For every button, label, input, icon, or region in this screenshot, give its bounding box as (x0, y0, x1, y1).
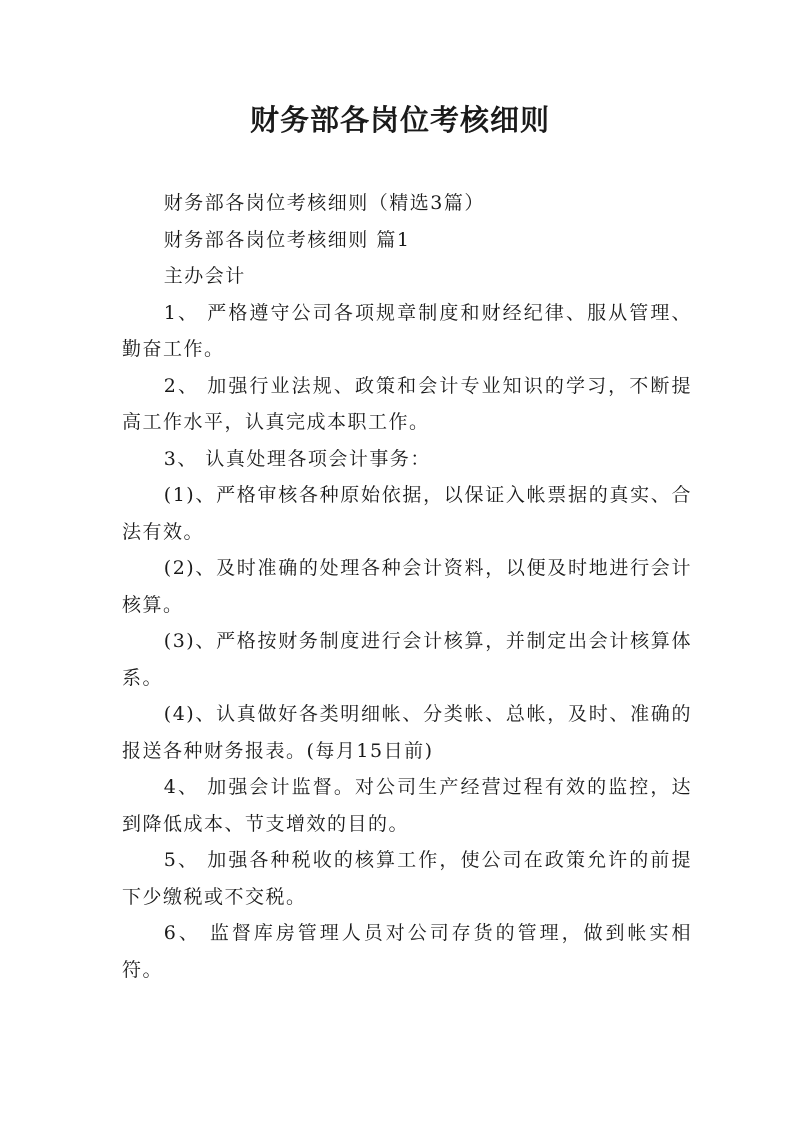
document-body (122, 185, 692, 988)
document-title: 财务部各岗位考核细则 (249, 103, 550, 137)
paragraph-item-4: 4、 加强会计监督。对公司生产经营过程有效的监控，达到降低成本、节支增效的目的。 (122, 776, 692, 835)
subtitle-selected-3: 财务部各岗位考核细则（精选3篇） (163, 192, 485, 214)
section-heading-part-1: 财务部各岗位考核细则 篇1 (163, 228, 411, 251)
paragraph-item-6: 6、 监督库房管理人员对公司存货的管理，做到帐实相符。 (122, 922, 692, 981)
paragraph-subitem-4: (4)、认真做好各类明细帐、分类帐、总帐，及时、准确的报送各种财务报表。(每月15日前) (122, 703, 692, 762)
paragraph-item-2: 2、 加强行业法规、政策和会计专业知识的学习，不断提高工作水平，认真完成本职工作。 (122, 374, 692, 433)
role-heading-chief-accountant: 主办会计 (163, 265, 246, 287)
paragraph-subitem-3: (3)、严格按财务制度进行会计核算，并制定出会计核算体系。 (122, 630, 692, 689)
paragraph-item-5: 5、 加强各种税收的核算工作，使公司在政策允许的前提下少缴税或不交税。 (122, 849, 692, 908)
paragraph-item-1: 1、 严格遵守公司各项规章制度和财经纪律、服从管理、勤奋工作。 (122, 301, 692, 360)
paragraph-subitem-2: (2)、及时准确的处理各种会计资料，以便及时地进行会计核算。 (122, 557, 692, 616)
paragraph-item-3: 3、 认真处理各项会计事务： (163, 447, 431, 470)
paragraph-subitem-1: (1)、严格审核各种原始依据，以保证入帐票据的真实、合法有效。 (122, 484, 692, 543)
